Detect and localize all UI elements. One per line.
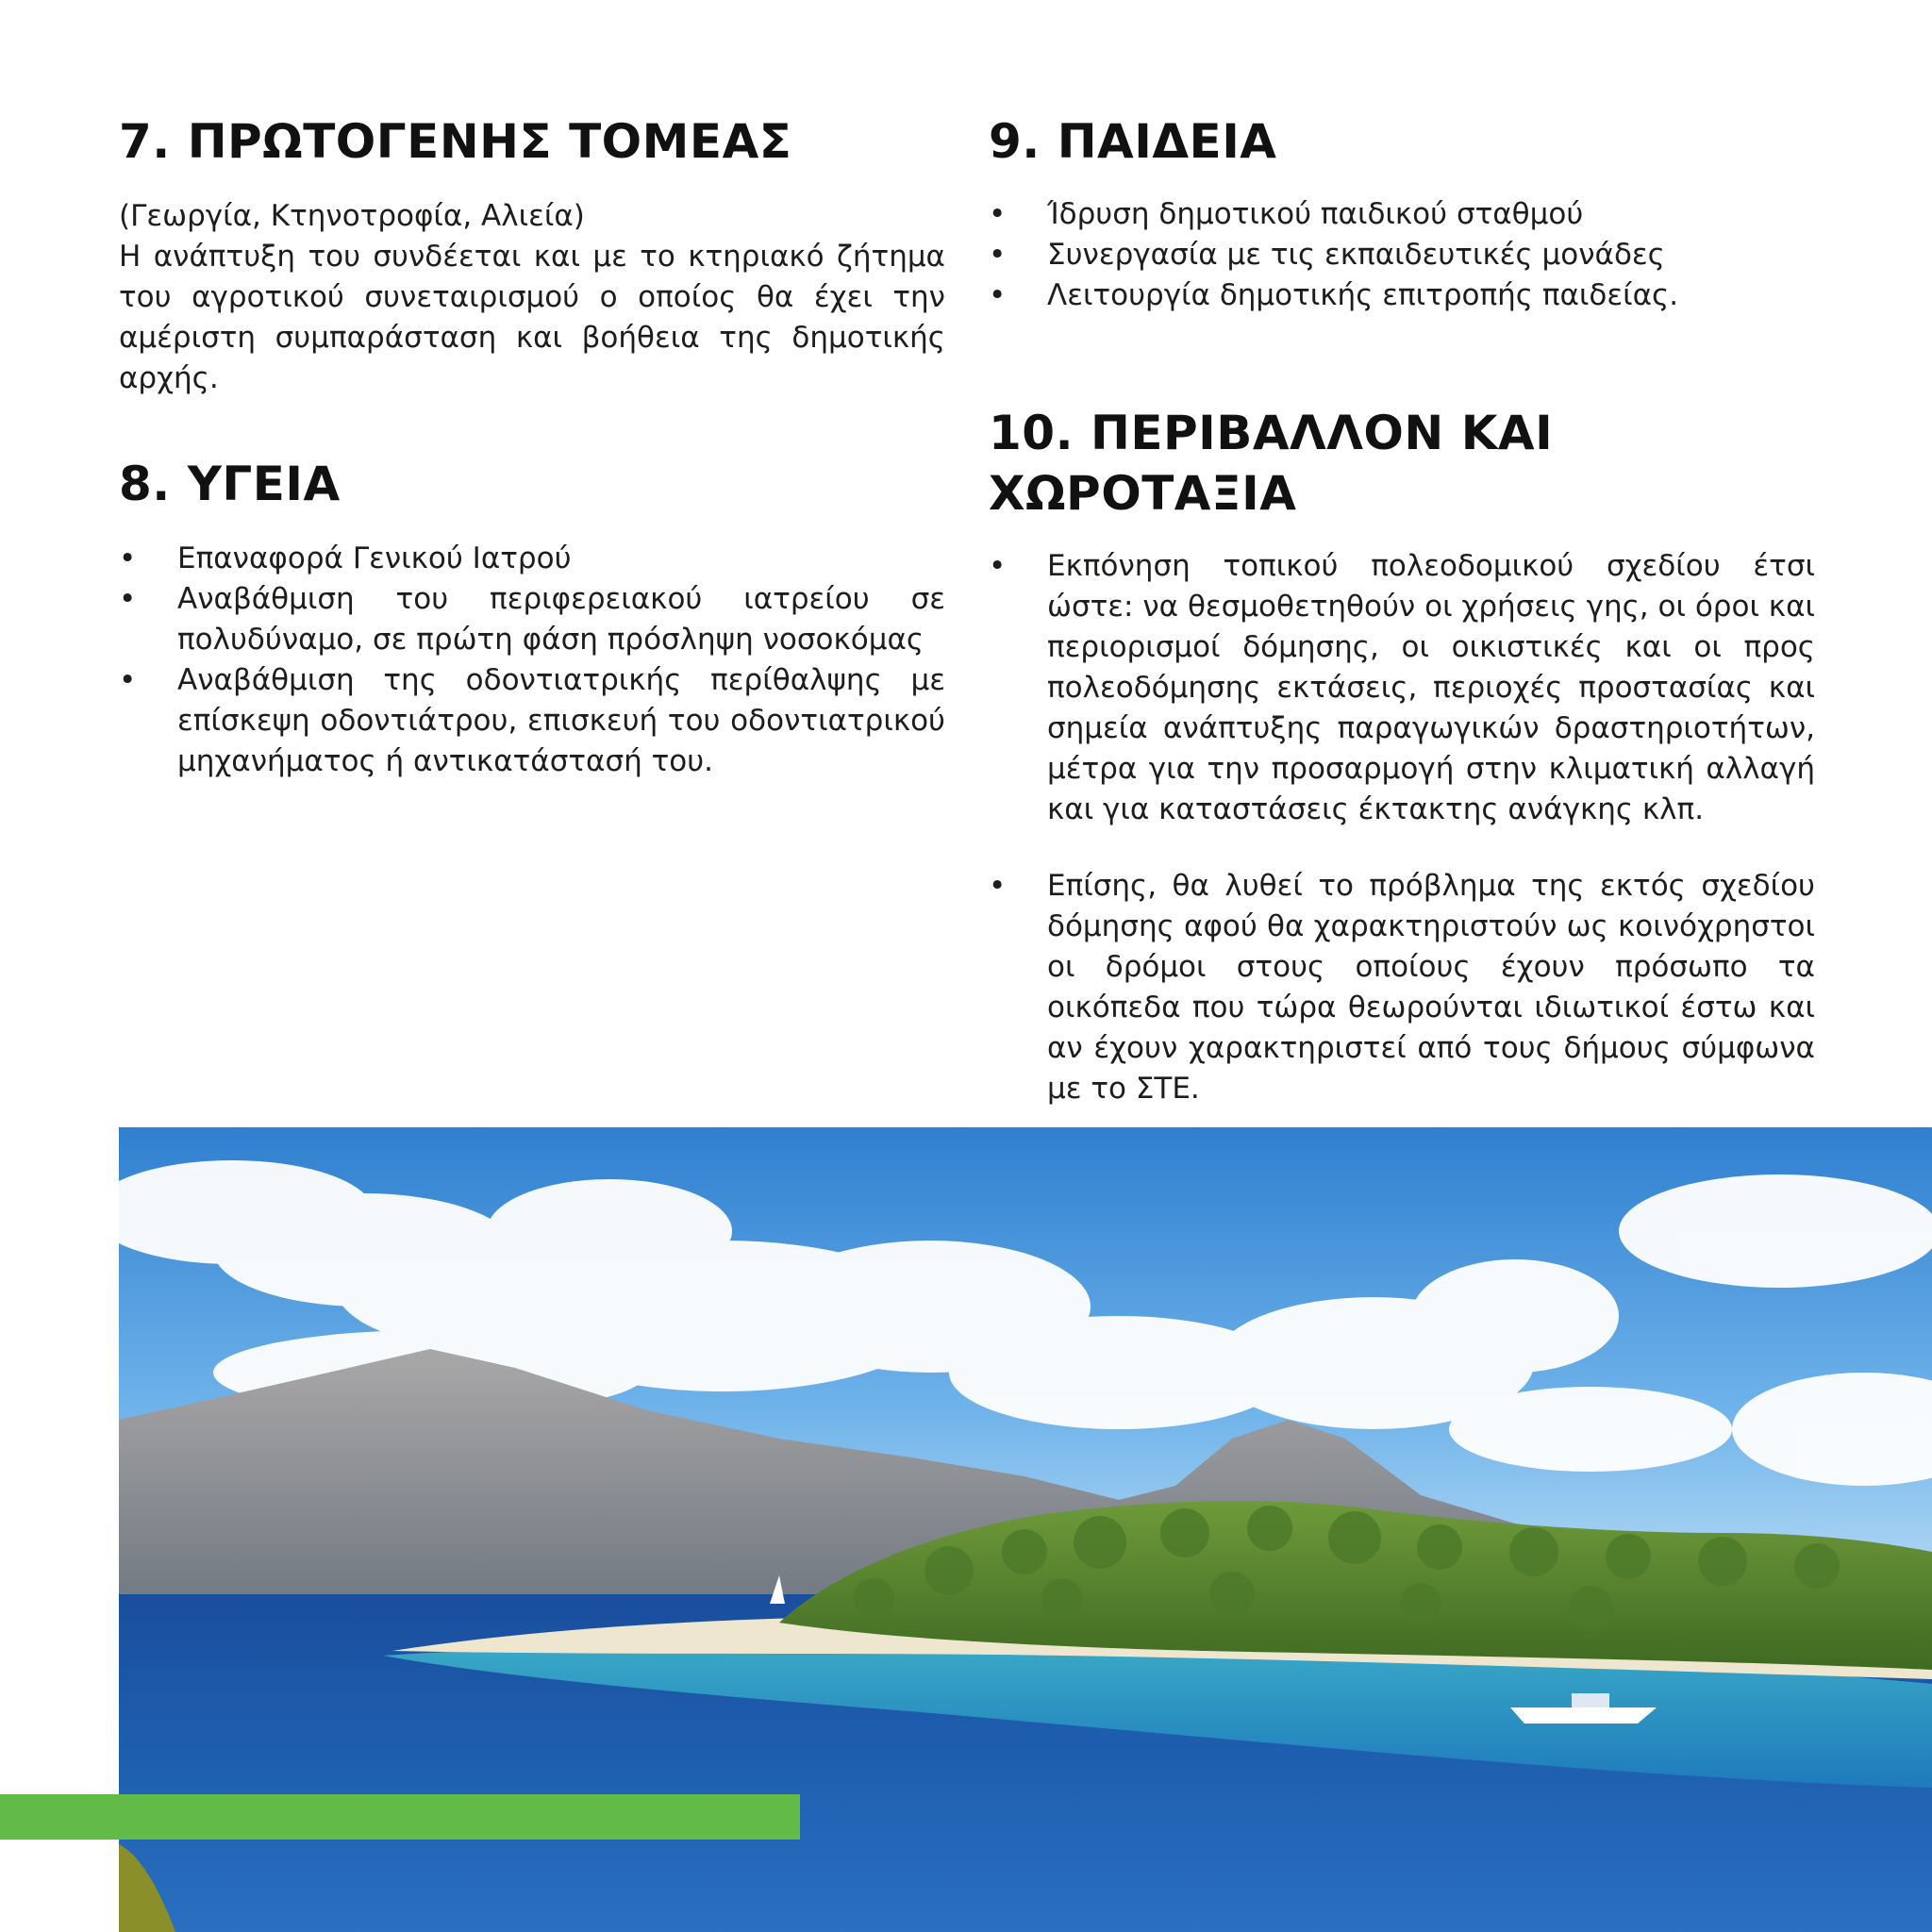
section-health — [119, 454, 945, 782]
section-title-primary-sector: 7. ΠΡΩΤΟΓΕΝΗΣ ΤΟΜΕΑΣ — [119, 114, 792, 169]
section-primary-sector — [119, 111, 945, 399]
list-item: • Αναβάθμιση της οδοντιατρικής περίθαλψης με επίσκεψη οδοντιάτρου, επισκευή του οδοντιατρικού μηχανήματος ή αντικατάστασή του. — [119, 660, 945, 782]
list-item: • Επαναφορά Γενικού Ιατρού — [119, 539, 945, 579]
list-item: • Επίσης, θα λυθεί το πρόβλημα της εκτός σχεδίου δόμησης αφού θα χαρακτηριστούν ως κοινόχρηστοι οι δρόμοι στους οποίους έχουν πρόσωπο τα οικόπεδα που τώρα θεωρούνται ιδιωτικοί έστω και αν έχουν χαρακτηριστεί από τους δήμους σύμφωνα με το ΣΤΕ. — [989, 866, 1815, 1109]
education-list — [989, 194, 1815, 316]
accent-bar — [0, 1794, 800, 1840]
section-title-education: 9. ΠΑΙΔΕΙΑ — [989, 114, 1277, 169]
right-column — [989, 111, 1815, 1164]
section-environment — [989, 403, 1815, 1109]
list-item: • Λειτουργία δημοτικής επιτροπής παιδείας. — [989, 275, 1815, 316]
list-item: • Ίδρυση δημοτικού παιδικού σταθμού — [989, 194, 1815, 235]
primary-sector-body: Η ανάπτυξη του συνδέεται και με το κτηριακό ζήτημα του αγροτικού συνεταιρισμού ο οποίος θα έχει την αμέριστη συμπαράσταση και βοήθεια της δημοτικής αρχής. — [119, 240, 945, 395]
section-title-health: 8. ΥΓΕΙΑ — [119, 457, 341, 511]
left-column — [119, 111, 945, 837]
primary-sector-subtitle: (Γεωργία, Κτηνοτροφία, Αλιεία) — [119, 199, 585, 233]
list-item: • Εκπόνηση τοπικού πολεοδομικού σχεδίου έτσι ώστε: να θεσμοθετηθούν οι χρήσεις γης, οι όροι και περιορισμοί δόμησης, οι οικιστικές και οι προς πολεοδόμησης εκτάσεις, περιοχές προστασίας και σημεία ανάπτυξης παραγωγικών δραστηριοτήτων, μέτρα για την προσαρμογή στην κλιματική αλλαγή και για καταστάσεις έκτακτης ανάγκης κλπ. — [989, 546, 1815, 830]
section-education — [989, 111, 1815, 316]
environment-list — [989, 546, 1815, 1109]
section-title-environment: 10. ΠΕΡΙΒΑΛΛΟΝ ΚΑΙ ΧΩΡΟΤΑΞΙΑ — [989, 406, 1554, 521]
list-item: • Συνεργασία με τις εκπαιδευτικές μονάδες — [989, 235, 1815, 275]
health-list — [119, 539, 945, 782]
list-item: • Αναβάθμιση του περιφερειακού ιατρείου σε πολυδύναμο, σε πρώτη φάση πρόσληψη νοσοκόμας — [119, 579, 945, 660]
